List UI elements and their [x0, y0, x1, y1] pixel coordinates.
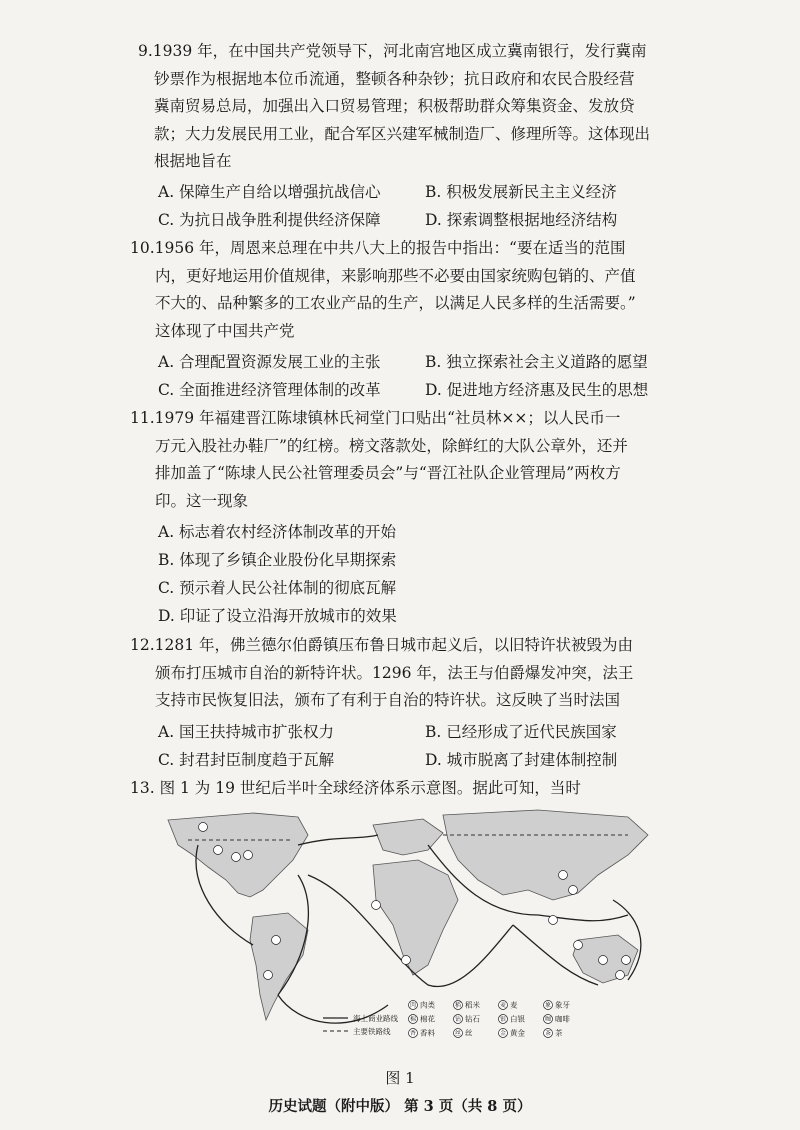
- question-line: 12.1281 年，佛兰德尔伯爵镇压布鲁日城市起义后，以旧特许状被毁为由: [130, 636, 634, 654]
- option-a: A. 保障生产自给以增强抗战信心: [158, 183, 381, 201]
- option-d: D. 探索调整根据地经济结构: [425, 211, 618, 229]
- question-line: 不大的、品种繁多的工农业产品的生产，以满足人民多样的生活需要。”: [155, 294, 636, 312]
- option-b: B. 已经形成了近代民族国家: [425, 723, 617, 741]
- legend-item: [499, 1014, 526, 1024]
- commodity-marker: [574, 941, 583, 950]
- commodity-marker: [214, 846, 223, 855]
- commodity-marker: [616, 971, 625, 980]
- legend-symbol-char: 香: [410, 1030, 417, 1038]
- question-line: 款；大力发展民用工业，配合军区兴建军械制造厂、修理所等。这体现出: [154, 124, 651, 143]
- commodity-marker: [232, 853, 241, 862]
- option-c: C. 为抗日战争胜利提供经济保障: [158, 211, 381, 229]
- legend-item-label: 白银: [510, 1014, 525, 1024]
- legend-item-label: 茶: [555, 1028, 563, 1038]
- legend-item-label: 棉花: [420, 1014, 435, 1024]
- option-c: C. 封君封臣制度趋于瓦解: [158, 751, 335, 769]
- question-line: 9.1939 年，在中国共产党领导下，河北南宫地区成立冀南银行，发行冀南: [138, 42, 647, 60]
- world-economy-map: [158, 805, 663, 1055]
- legend-symbol-char: 麦: [500, 1002, 507, 1010]
- legend-item: [409, 1000, 436, 1010]
- legend-item: [499, 1028, 526, 1038]
- legend-item-label: 咖啡: [555, 1014, 570, 1024]
- legend-symbol-char: 肉: [410, 1002, 417, 1010]
- legend-symbol-char: 钻: [455, 1016, 462, 1024]
- page-footer: 历史试题（附中版） 第 3 页（共 8 页）: [268, 1098, 532, 1115]
- commodity-marker: [244, 851, 253, 860]
- legend-item: [409, 1014, 436, 1024]
- question-line: 11.1979 年福建晋江陈埭镇林氏祠堂门口贴出“社员林××；以人民币一: [130, 409, 621, 427]
- legend-item: [544, 1014, 571, 1024]
- legend-symbol-char: 咖: [545, 1016, 552, 1024]
- question-line: 这体现了中国共产党: [155, 321, 295, 340]
- option-d: D. 印证了设立沿海开放城市的效果: [158, 607, 397, 625]
- question-line: 支持市民恢复旧法，颁布了有利于自治的特许状。这反映了当时法国: [155, 691, 621, 709]
- legend-symbol-char: 茶: [545, 1030, 552, 1038]
- commodity-marker: [199, 823, 208, 832]
- question-line: 颁布打压城市自治的新特许状。1296 年，法王与伯爵爆发冲突，法王: [155, 663, 634, 682]
- commodity-marker: [549, 916, 558, 925]
- legend-item: [544, 1000, 571, 1010]
- legend-item: [409, 1028, 436, 1038]
- question-line: 万元入股社办鞋厂”的红榜。榜文落款处，除鲜红的大队公章外，还并: [155, 436, 628, 455]
- legend-item-label: 钻石: [465, 1014, 480, 1024]
- option-a: A. 标志着农村经济体制改革的开始: [158, 523, 397, 541]
- legend-item-label: 香料: [420, 1028, 435, 1038]
- legend-symbol-char: 稻: [455, 1002, 462, 1010]
- question-13: [130, 775, 670, 803]
- commodity-marker: [569, 886, 578, 895]
- option-c: C. 预示着人民公社体制的彻底瓦解: [158, 579, 397, 597]
- option-b: B. 体现了乡镇企业股份化早期探索: [158, 551, 397, 569]
- option-d: D. 城市脱离了封建体制控制: [425, 751, 618, 769]
- option-a: A. 合理配置资源发展工业的主张: [158, 353, 381, 371]
- legend-railway-label: 主要铁路线: [353, 1027, 391, 1036]
- commodity-marker: [599, 956, 608, 965]
- map-svg: [158, 805, 663, 1055]
- question-line: 根据地旨在: [154, 152, 232, 170]
- legend-sea-route-label: 海上商业路线: [353, 1014, 398, 1023]
- legend-item-label: 麦: [510, 1000, 518, 1010]
- legend-item: [454, 1000, 481, 1010]
- question-line: 内，更好地运用价值规律，来影响那些不必要由国家统购包销的、产值: [155, 266, 636, 285]
- commodity-marker: [559, 871, 568, 880]
- legend-symbol-char: 丝: [455, 1030, 462, 1038]
- figure-caption: 图 1: [385, 1069, 415, 1087]
- legend-item-label: 肉类: [420, 1000, 435, 1010]
- legend-symbol-char: 金: [500, 1030, 507, 1038]
- question-line: 10.1956 年，周恩来总理在中共八大上的报告中指出：“要在适当的范围: [130, 239, 626, 257]
- legend-item-label: 稻米: [465, 1000, 480, 1010]
- question-line: 印。这一现象: [155, 491, 249, 510]
- option-c: C. 全面推进经济管理体制的改革: [158, 381, 381, 399]
- commodity-marker: [622, 956, 631, 965]
- option-b: B. 独立探索社会主义道路的愿望: [425, 353, 648, 371]
- legend-symbol-char: 银: [500, 1016, 507, 1024]
- option-a: A. 国王扶持城市扩张权力: [158, 723, 335, 741]
- legend-item-label: 象牙: [555, 1000, 570, 1010]
- legend-item: [454, 1014, 481, 1024]
- legend-symbol-char: 棉: [410, 1016, 417, 1024]
- option-b: B. 积极发展新民主主义经济: [425, 183, 617, 201]
- legend-item-label: 丝: [465, 1028, 473, 1038]
- commodity-marker: [402, 956, 411, 965]
- legend-item-label: 黄金: [510, 1028, 525, 1038]
- question-10: [130, 235, 670, 345]
- question-9: [138, 38, 678, 176]
- commodity-marker: [372, 901, 381, 910]
- legend-symbol-char: 象: [545, 1002, 552, 1010]
- question-line: 排加盖了“陈埭人民公社管理委员会”与“晋江社队企业管理局”两枚方: [155, 464, 621, 482]
- commodity-marker: [264, 971, 273, 980]
- question-line: 冀南贸易总局，加强出入口贸易管理；积极帮助群众筹集资金、发放贷: [154, 97, 635, 115]
- question-line: 钞票作为根据地本位币流通，整顿各种杂钞；抗日政府和农民合股经营: [154, 69, 635, 88]
- option-d: D. 促进地方经济惠及民生的思想: [425, 381, 649, 399]
- question-12: [130, 632, 670, 715]
- question-line: 13. 图 1 为 19 世纪后半叶全球经济体系示意图。据此可知，当时: [130, 779, 581, 797]
- question-11: [130, 405, 670, 515]
- commodity-marker: [272, 936, 281, 945]
